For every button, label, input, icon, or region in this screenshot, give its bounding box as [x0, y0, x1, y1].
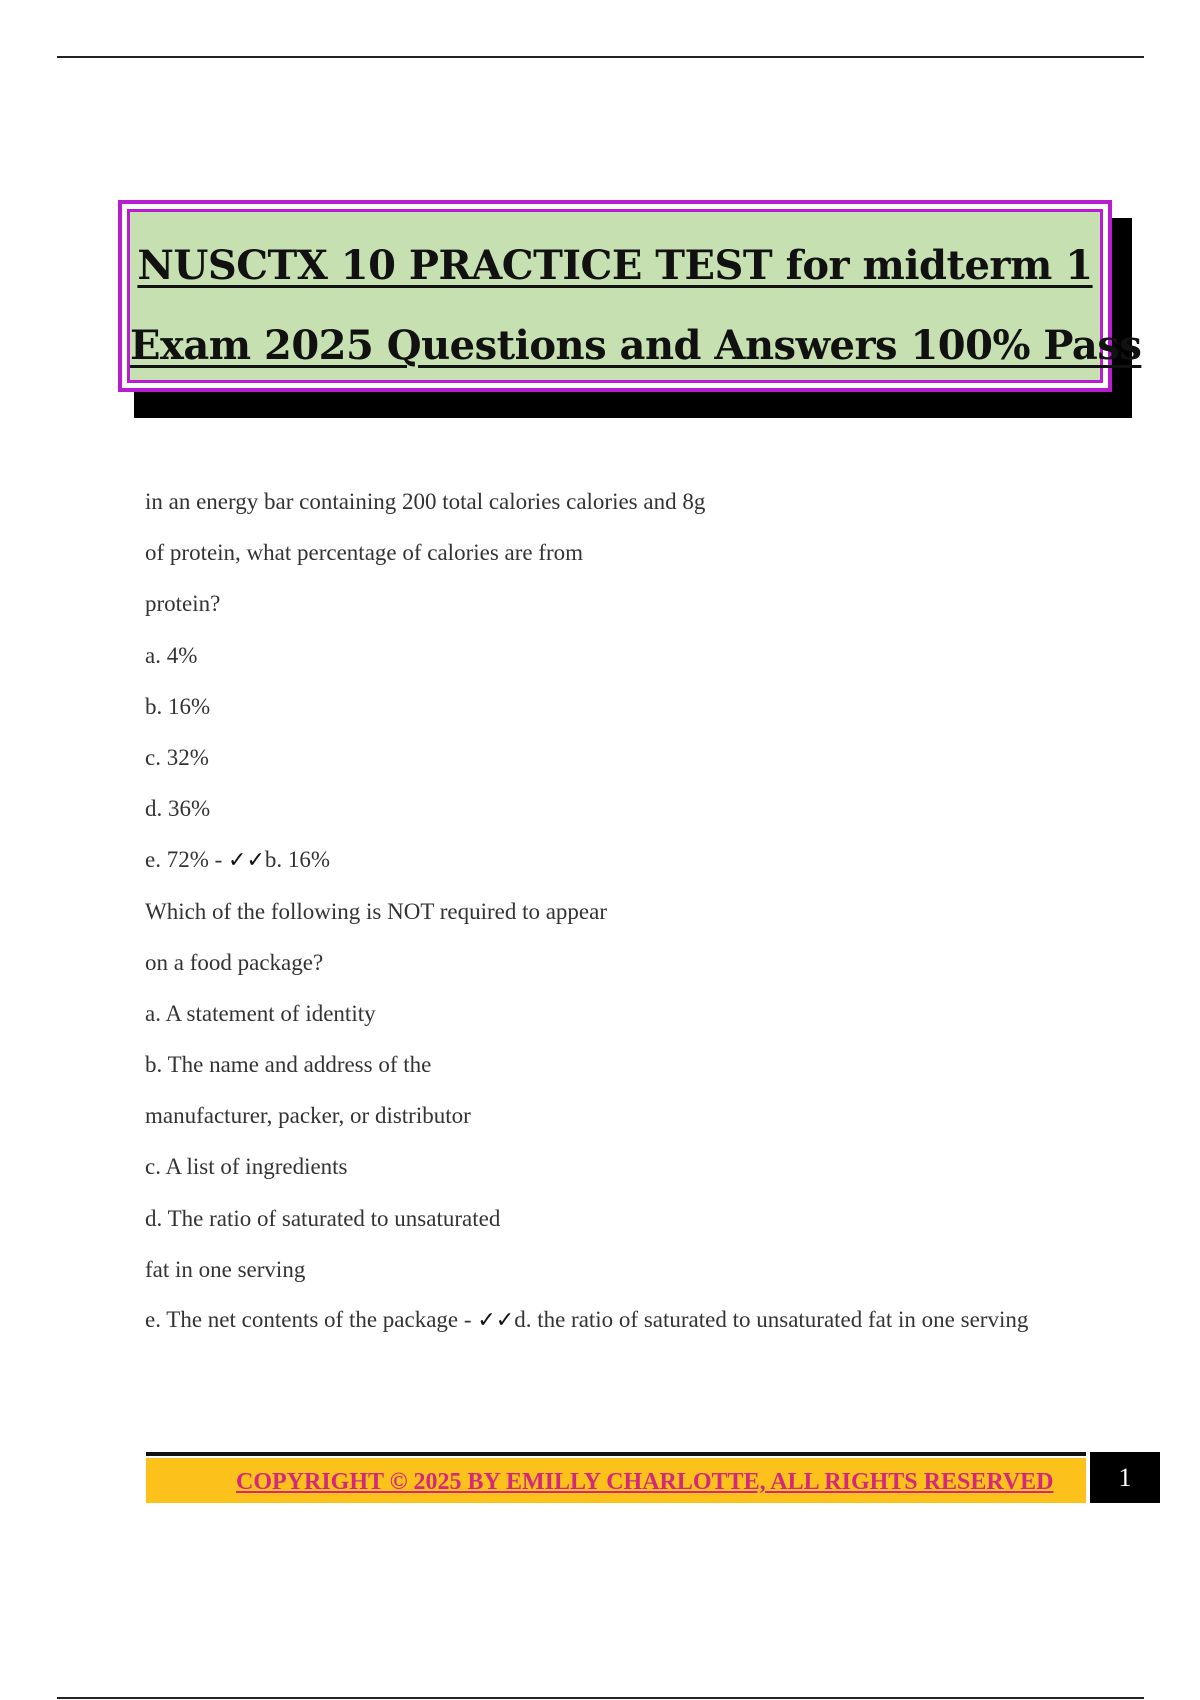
bottom-rule — [57, 1697, 1144, 1699]
answer-option-with-answer — [145, 834, 1105, 885]
answer-option: d. 36% — [145, 796, 211, 822]
answer-option: d. The ratio of saturated to unsaturated — [145, 1205, 501, 1231]
question-text-line: in an energy bar containing 200 total calories calories and 8g — [145, 489, 706, 514]
question-text-line: of protein, what percentage of calories are from — [145, 540, 584, 566]
answer-option: b. The name and address of the — [145, 1052, 432, 1078]
question-text-line: Which of the following is NOT required to appear — [145, 898, 607, 924]
question-1 — [145, 476, 1105, 886]
answer-option: a. 4% — [145, 642, 198, 668]
title-line-1: NUSCTX 10 PRACTICE TEST for midterm 1 — [137, 242, 1093, 289]
page-number: 1 — [1090, 1452, 1160, 1503]
answer-option-with-answer — [145, 1302, 1105, 1339]
title-inner — [127, 209, 1142, 383]
correct-answer: d. the ratio of saturated to unsaturated fat in one serving — [514, 1307, 1029, 1332]
question-text-line: on a food package? — [145, 949, 324, 975]
answer-option: b. 16% — [145, 693, 211, 719]
answer-option: c. A list of ingredients — [145, 1154, 348, 1180]
document-body — [145, 476, 1105, 1339]
answer-option-text: e. 72% - — [145, 847, 229, 873]
double-check-icon: ✓✓ — [228, 848, 265, 874]
title-line-2: Exam 2025 Questions and Answers 100% Pass — [130, 322, 1142, 369]
footer-rule — [146, 1452, 1086, 1456]
title-box — [118, 200, 1142, 392]
question-2 — [145, 886, 1105, 1340]
double-check-icon: ✓✓ — [477, 1308, 515, 1333]
answer-option: fat in one serving — [145, 1256, 306, 1282]
answer-option: c. 32% — [145, 744, 209, 770]
correct-answer: b. 16% — [264, 847, 331, 873]
copyright-notice: COPYRIGHT © 2025 BY EMILLY CHARLOTTE, ALL RIGHTS RESERVED — [236, 1469, 1054, 1495]
answer-option-text: e. The net contents of the package - — [145, 1307, 478, 1332]
question-text-line: protein? — [145, 591, 221, 617]
answer-option: manufacturer, packer, or distributor — [145, 1103, 471, 1129]
top-rule — [57, 56, 1144, 58]
answer-option: a. A statement of identity — [145, 1000, 376, 1026]
